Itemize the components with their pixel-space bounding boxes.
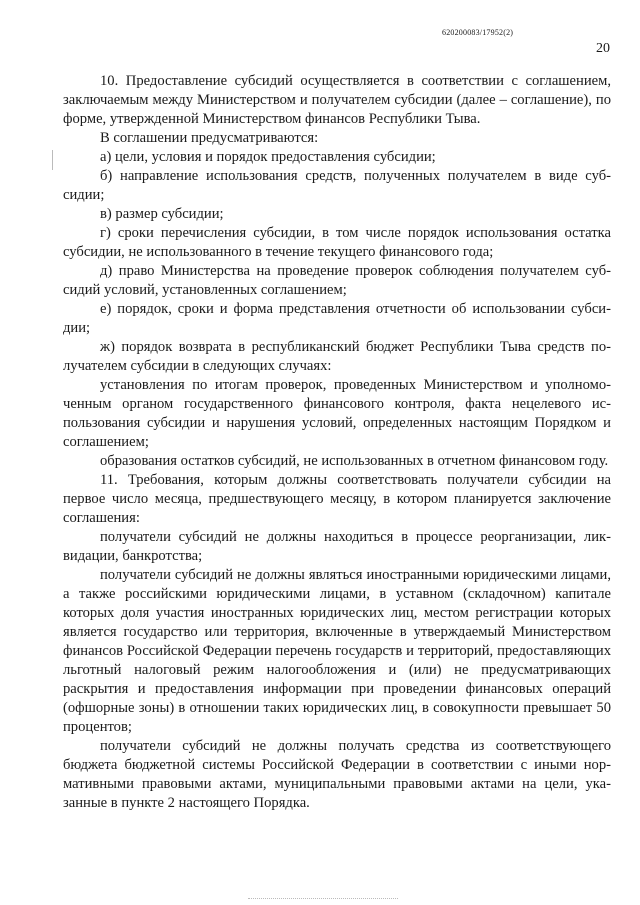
paragraph-item-b: б) направление использования средств, полученных получателем в виде субсидии; <box>63 168 611 203</box>
paragraph-case-inspection: установления по итогам проверок, проведенных Министерством и уполномоченным органом государственного финансового контроля, факта нецелевого использования субсидии и нарушения условий, определенных настоящим Порядком и соглашением; <box>63 377 611 450</box>
paragraph-clause-10: 10. Предоставление субсидий осуществляется в соответствии с соглашением, заключаемым между Министерством и получателем субсидии (далее – соглашение), по форме, утвержденной Министерством финансов Республики Тыва. <box>63 73 611 127</box>
paragraph-item-zh: ж) порядок возврата в республиканский бюджет Республики Тыва средств получателем субсидии в следующих случаях: <box>63 339 611 374</box>
paragraph-item-v: в) размер субсидии; <box>100 206 224 222</box>
page-number: 20 <box>596 41 610 56</box>
scan-artifact <box>52 150 53 170</box>
scan-edge-artifact <box>248 898 398 903</box>
paragraph-req-reorganization: получатели субсидий не должны находиться в процессе реорганизации, ликвидации, банкротства; <box>63 529 611 564</box>
paragraph-item-g: г) сроки перечисления субсидии, в том числе порядок использования остатка субсидии, не использованного в течение текущего финансового года; <box>63 225 611 260</box>
paragraph-clause-11: 11. Требования, которым должны соответствовать получатели субсидии на первое число месяца, предшествующего месяцу, в котором планируется заключение соглашения: <box>63 472 611 526</box>
paragraph-req-foreign: получатели субсидий не должны являться иностранными юридическими лицами, а также российскими юридическими лицами, в уставном (складочном) капитале которых доля участия иностранных юридических лиц, местом регистрации которых является государство или территория, включенные в утверждаемый Министерством финансов Российской Федерации перечень государств и территорий, предоставляющих льготный налоговый режим налогообложения и (или) не предусматривающих раскрытия и предоставления информации при проведении финансовых операций (офшорные зоны) в отношении таких юридических лиц, в совокупности превышает 50 процентов; <box>63 567 611 735</box>
paragraph-item-a: а) цели, условия и порядок предоставления субсидии; <box>100 149 436 165</box>
document-body <box>63 72 611 813</box>
document-code: 620200083/17952(2) <box>442 28 514 37</box>
paragraph-case-remainder: образования остатков субсидий, не использованных в отчетном финансовом году. <box>100 453 609 469</box>
paragraph-req-other-funds: получатели субсидий не должны получать средства из соответствующего бюджета бюджетной системы Российской Федерации в соответствии с иными нормативными правовыми актами, муниципальными правовыми актами на цели, указанные в пункте 2 настоящего Порядка. <box>63 738 611 811</box>
paragraph-agreement-intro: В соглашении предусматриваются: <box>100 130 319 146</box>
paragraph-item-e: е) порядок, сроки и форма представления отчетности об использовании субсидии; <box>63 301 611 336</box>
paragraph-item-d: д) право Министерства на проведение проверок соблюдения получателем субсидий условий, установленных соглашением; <box>63 263 611 298</box>
